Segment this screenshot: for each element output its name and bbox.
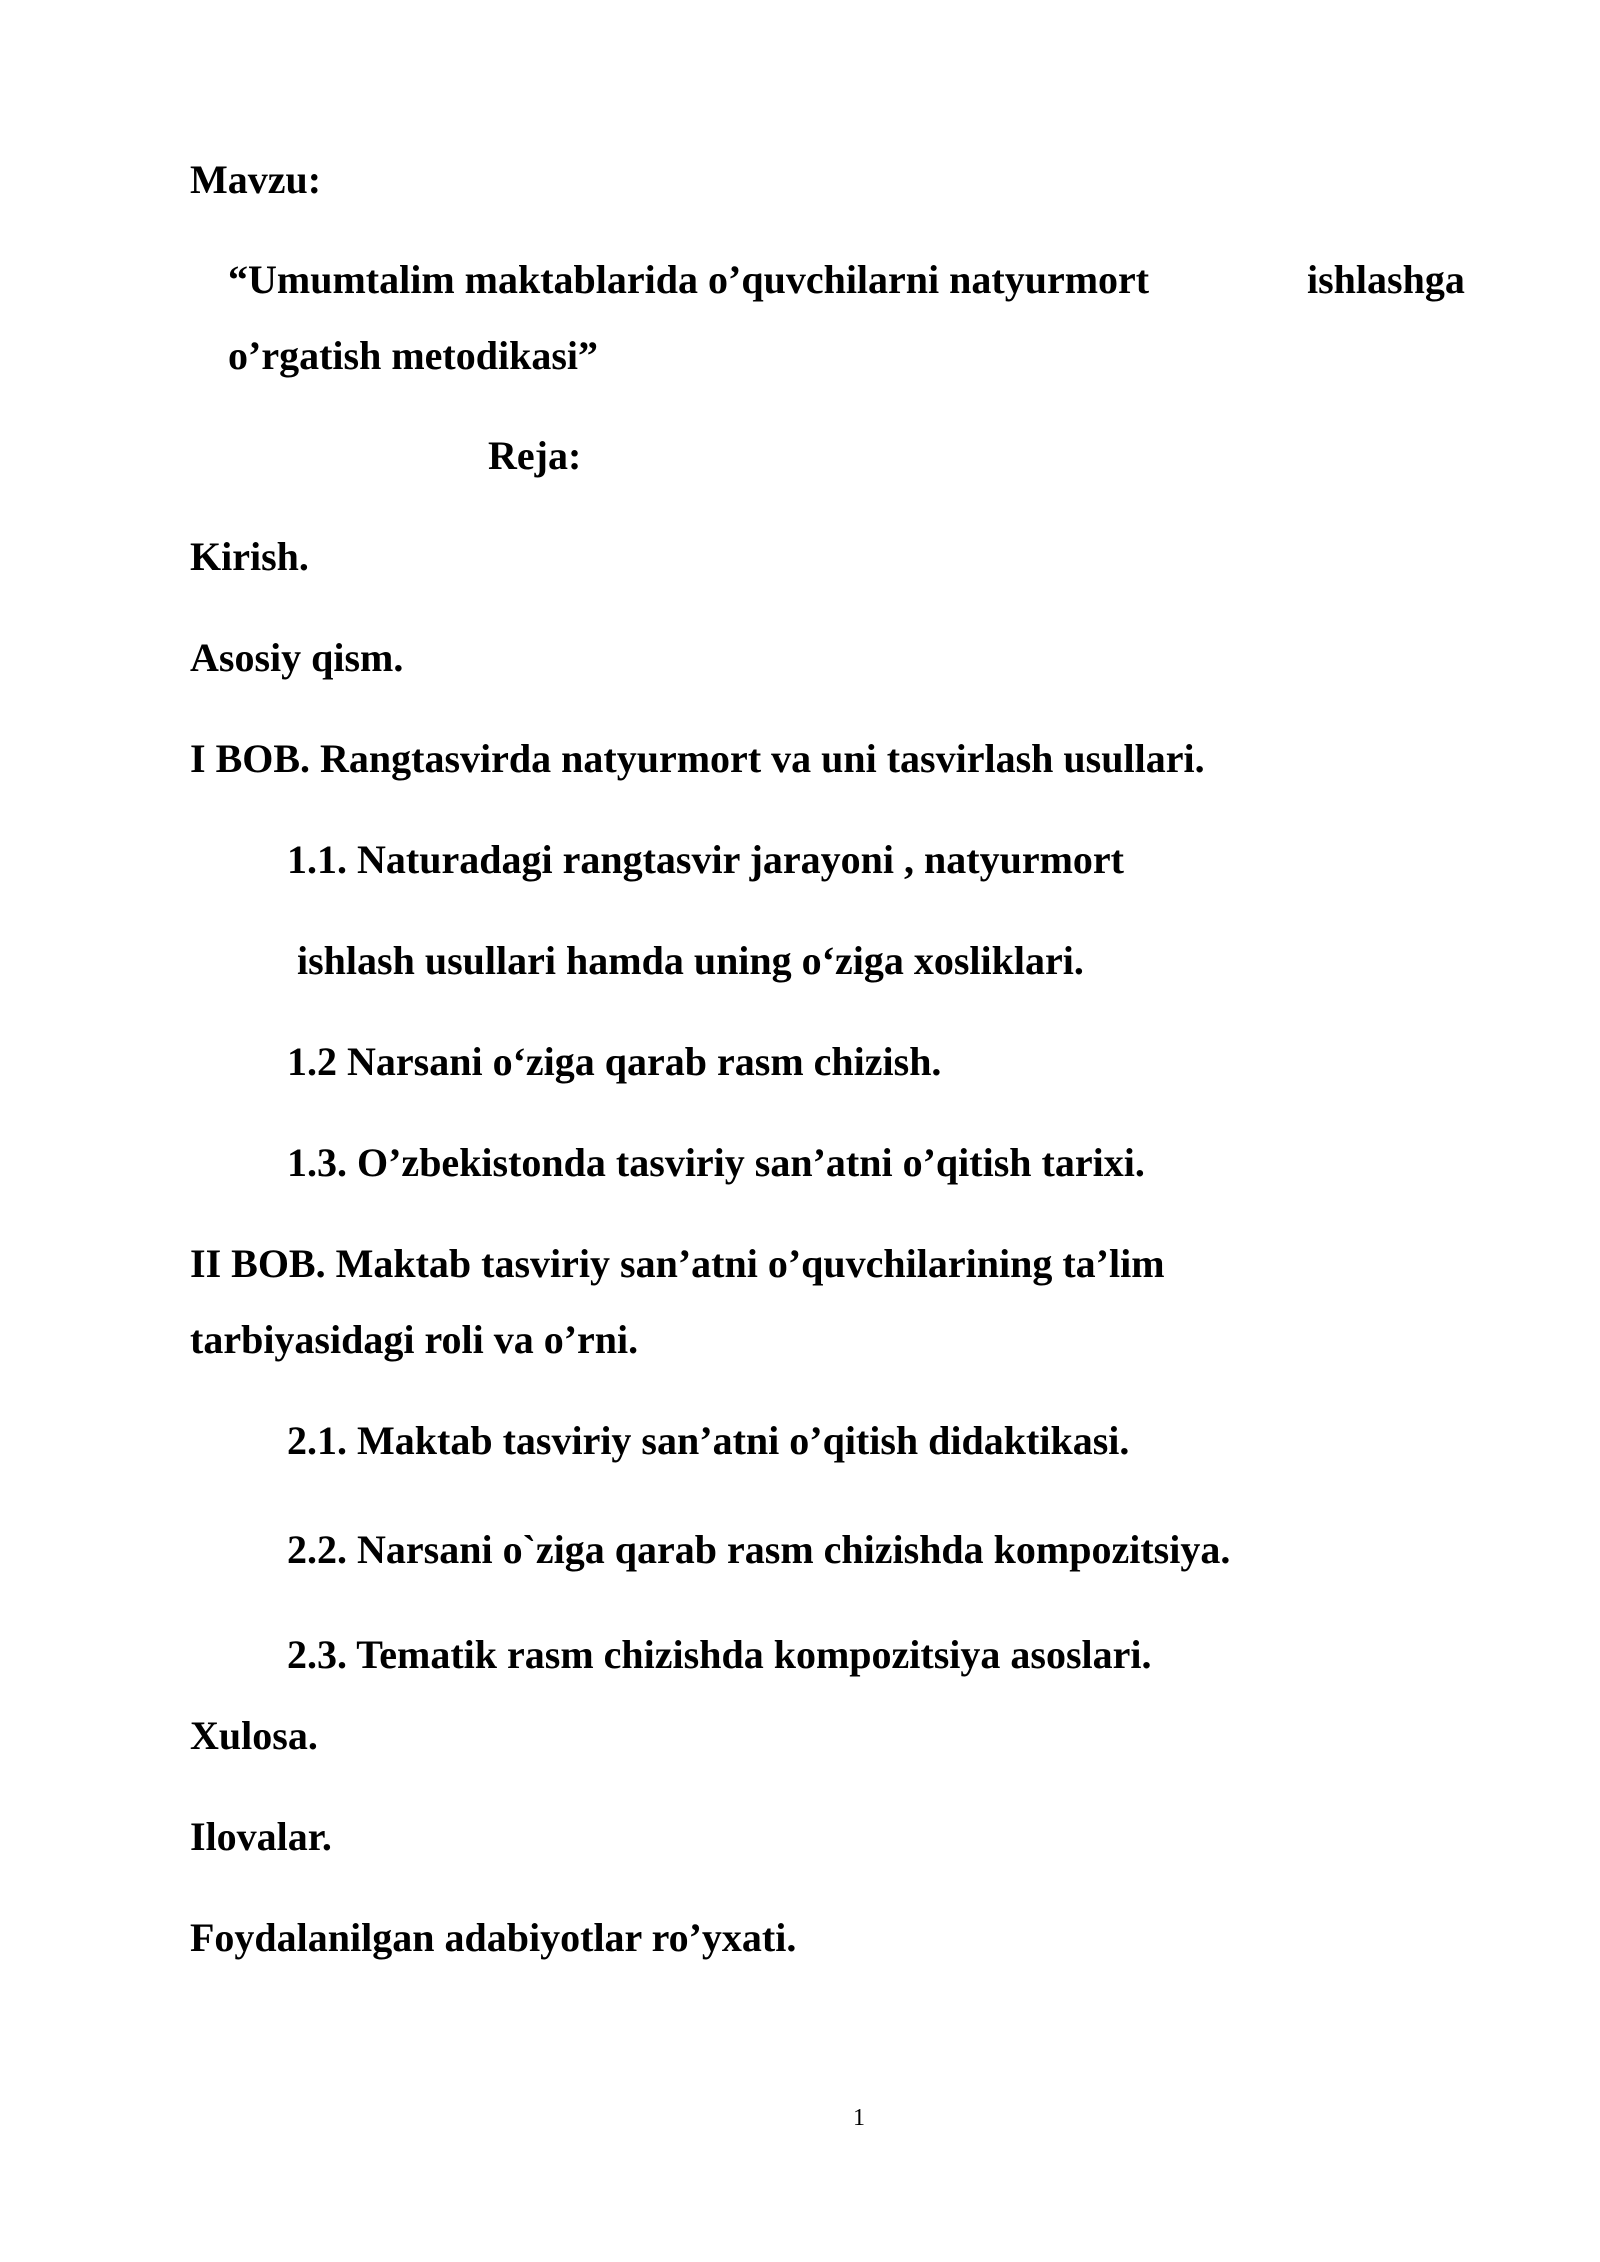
plan-item-references: Foydalanilgan adabiyotlar ro’yxati. xyxy=(190,1915,797,1960)
plan-item-1-2: 1.2 Narsani o‘ziga qarab rasm chizish. xyxy=(287,1039,942,1084)
plan-item-conclusion: Xulosa. xyxy=(190,1713,318,1758)
plan-item-intro: Kirish. xyxy=(190,534,309,579)
plan-item-2-1: 2.1. Maktab tasviriy san’atni o’qitish didaktikasi. xyxy=(287,1418,1130,1463)
page-number: 1 xyxy=(853,2105,865,2131)
plan-item-chapter-2-cont: tarbiyasidagi roli va o’rni. xyxy=(190,1317,639,1362)
plan-item-chapter-1: I BOB. Rangtasvirda natyurmort va uni tasvirlash usullari. xyxy=(190,736,1205,781)
title-line-1-part-2: ishlashga xyxy=(1307,257,1465,302)
title-line-1-part-1: “Umumtalim maktablarida o’quvchilarni natyurmort xyxy=(228,257,1150,302)
plan-item-appendices: Ilovalar. xyxy=(190,1814,332,1859)
topic-label: Mavzu: xyxy=(190,157,322,202)
plan-item-2-3: 2.3. Tematik rasm chizishda kompozitsiya asoslari. xyxy=(287,1632,1152,1677)
plan-item-2-2: 2.2. Narsani o`ziga qarab rasm chizishda kompozitsiya. xyxy=(287,1527,1231,1572)
plan-item-1-3: 1.3. O’zbekistonda tasviriy san’atni o’qitish tarixi. xyxy=(287,1140,1145,1185)
title-line-2: o’rgatish metodikasi” xyxy=(228,333,598,378)
plan-label: Reja: xyxy=(488,433,582,478)
plan-item-main-part: Asosiy qism. xyxy=(190,635,404,680)
plan-item-chapter-2: II BOB. Maktab tasviriy san’atni o’quvchilarining ta’lim xyxy=(190,1241,1165,1286)
plan-item-1-1-cont: ishlash usullari hamda uning o‘ziga xosliklari. xyxy=(297,938,1084,983)
plan-item-1-1: 1.1. Naturadagi rangtasvir jarayoni , natyurmort xyxy=(287,837,1124,882)
